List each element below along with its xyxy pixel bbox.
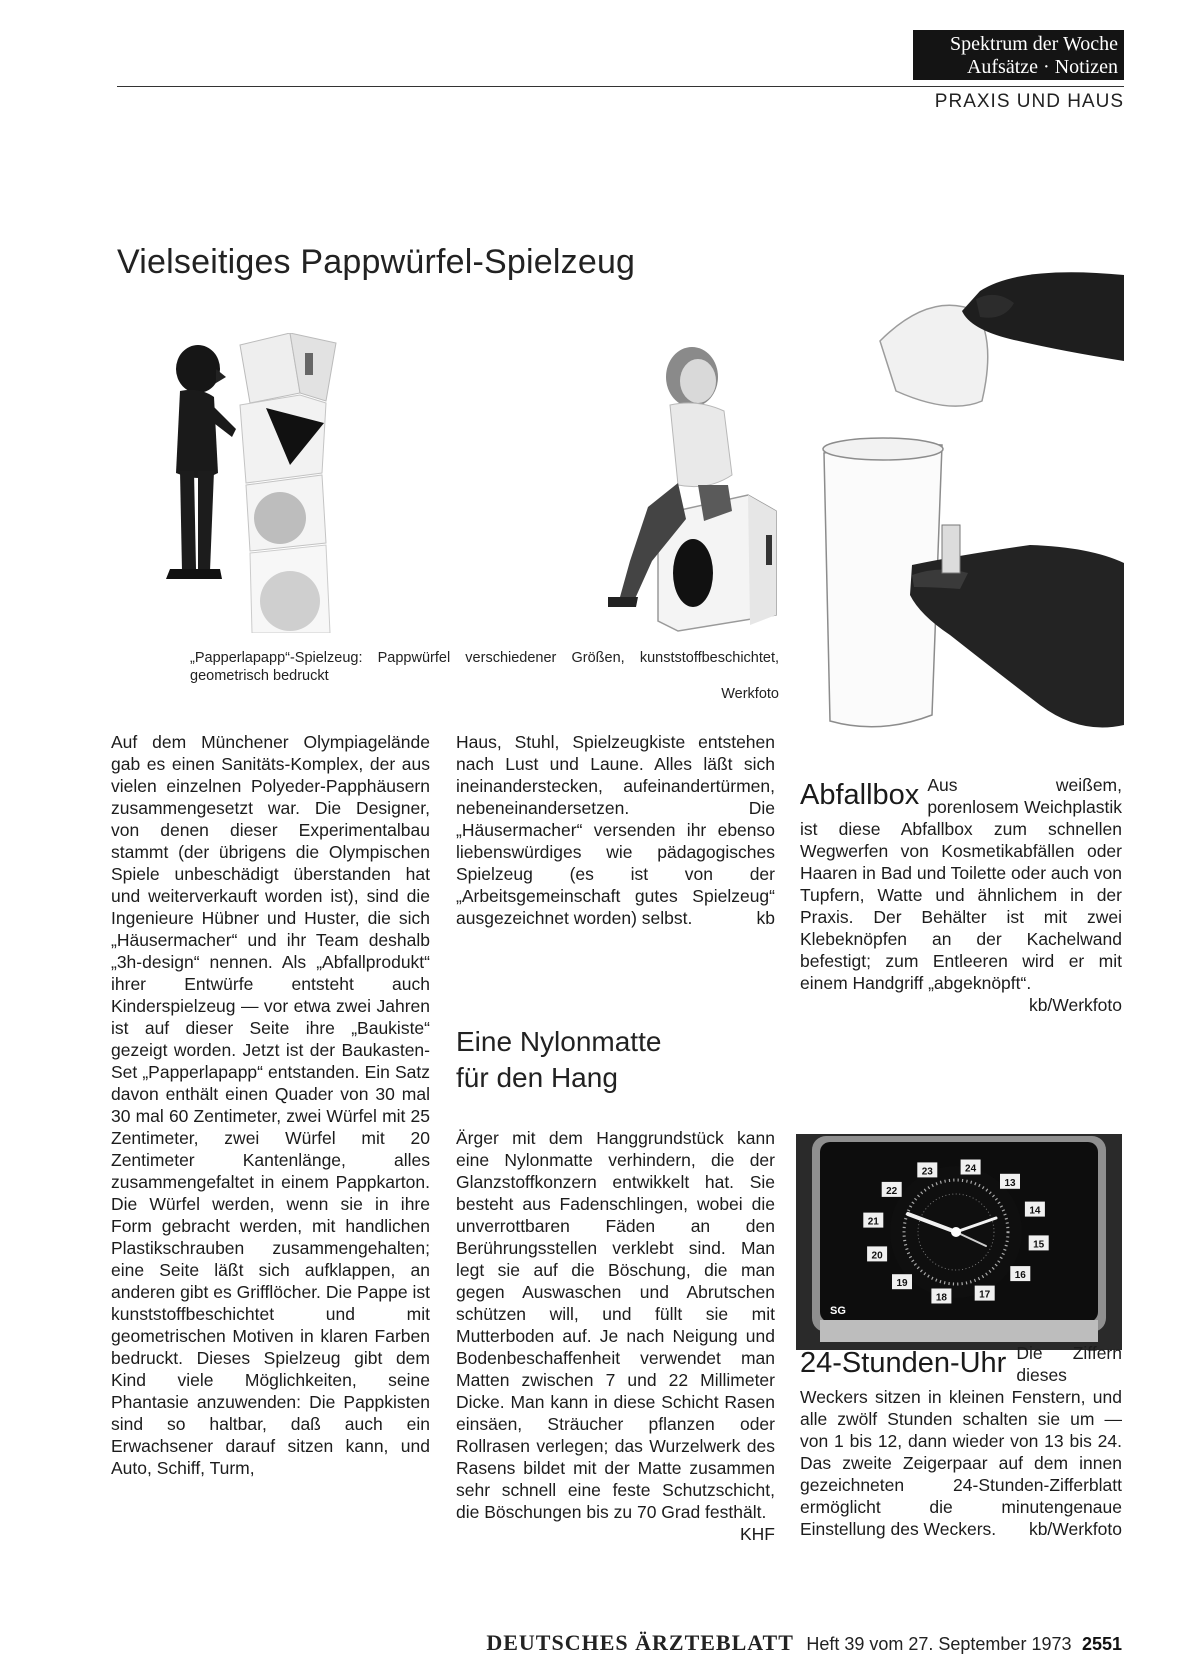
header-rule xyxy=(117,86,1124,87)
article-24-stunden-uhr xyxy=(800,1342,1122,1540)
clock-brand: SG xyxy=(830,1305,846,1317)
article-title-abfallbox: Abfallbox xyxy=(800,779,920,811)
body-text-continued: Haus, Stuhl, Spielzeugkiste entstehen nach Lust und Laune. Alles läßt sich ineinanderstecken, aufeinandertürmen, nebeneinandersetzen. Die „Häusermacher“ versenden ihr ebenso liebenswürdiges wie pädagogisches Spielzeug (es ist von der „Arbeitsgemeinschaft gutes Spielzeug“ ausgezeichnet worden) selbst. xyxy=(456,732,775,928)
issue-info: Heft 39 vom 27. September 1973 xyxy=(806,1634,1072,1654)
body-text: Die Ziffern dieses Weckers sitzen in kleinen Fenstern, und alle zwölf Stunden schalten sie um — von 1 bis 12, dann wieder von 13 bis 24. Das zweite Zeigerpaar auf dem innen gezeichneten 24-Stunden-Zifferblatt ermöglicht die minutengenaue Einstellung des Weckers. xyxy=(800,1343,1122,1539)
body-text: Auf dem Münchener Olympiagelände gab es einen Sanitäts-Komplex, der aus vielen einzelnen Polyeder-Papphäusern zusammengesetzt war. Die Designer, von denen dieser Experimentalbau stammt (der übrigens die Olympischen Spiele unbeschädigt überstanden hat und weiterverkauft worden ist), sind die Ingenieure Hübner und Huster, die sich „Häusermacher“ und ihr Team deshalb „3h-design“ nennen. Als „Abfallprodukt“ ihrer Entwürfe entsteht auch Kinderspielzeug — vor etwa zwei Jahren ist auf dieser Seite ihre „Baukiste“ gezeigt worden. Jetzt ist der Baukasten-Set „Papperlapapp“ entstanden. Ein Satz davon enthält einen Quader von 30 mal 30 mal 60 Zentimeter, zwei Würfel mit 25 Zentimeter, zwei Würfel mit 20 Zentimeter Kantenlänge, alles zusammengefaltet in einem Pappkarton. Die Würfel werden, wenn sie in ihre Form gebracht werden, mit handlichen Plastikschrauben zusammengehalten; eine Seite läßt sich aufklappen, an anderen gibt es Grifflöcher. Die Pappe ist kunststoffbeschichtet und mit geometrischen Motiven in klaren Farben bedruckt. Dieses Spielzeug gibt dem Kind viele Möglichkeiten, seine Phantasie anzuwenden: Die Pappkisten sind so haltbar, daß auch ein Erwachsener darauf sitzen kann, und Auto, Schiff, Turm, xyxy=(111,732,430,1478)
article-title-24-stunden-uhr: 24-Stunden-Uhr xyxy=(800,1347,1007,1379)
article-title-nylonmatte xyxy=(456,1024,661,1096)
clock-number: 17 xyxy=(979,1289,991,1301)
article-signoff: KHF xyxy=(740,1524,775,1544)
clock-number: 20 xyxy=(871,1250,883,1262)
page-number: 2551 xyxy=(1081,1634,1122,1654)
article-pappwuerfel-body xyxy=(111,731,430,1479)
article-nylonmatte-body xyxy=(456,1127,775,1545)
clock-number: 15 xyxy=(1033,1239,1045,1251)
title-line-2: für den Hang xyxy=(456,1062,618,1093)
caption-credit: Werkfoto xyxy=(721,686,779,702)
clock-number: 14 xyxy=(1029,1205,1041,1217)
title-line-1: Eine Nylonmatte xyxy=(456,1026,662,1057)
article-pappwuerfel-body-continued xyxy=(456,731,775,929)
body-text: Ärger mit dem Hanggrundstück kann eine Nylonmatte verhindern, die der Glanzstoffkonzern entwikkelt hat. Sie besteht aus Fadenschlingen, wobei die unverrottbaren Fäden an den Berührungsstellen verklebt sind. Man legt sie auf die Böschung, die man gegen Auswaschen und Abrutschen schützen will, und füllt sie mit Mutterboden auf. Je nach Neigung und Bodenbeschaffenheit verwendet man Matten zwischen 7 und 22 Millimeter Dicke. Man kann in diese Schicht Rasen einsäen, Sträucher pflanzen oder Rollrasen verlegen; das Wurzelwerk des Rasens bildet mit der Matte zusammen sehr schnell eine feste Schutzschicht, die Böschungen bis zu 70 Grad festhält. xyxy=(456,1128,775,1522)
magazine-name: DEUTSCHES ÄRZTEBLATT xyxy=(486,1630,794,1655)
caption-text: „Papperlapapp“-Spielzeug: Pappwürfel verschiedener Größen, kunststoffbeschichtet, geometrisch bedruckt xyxy=(190,650,779,684)
clock-number: 16 xyxy=(1014,1270,1026,1282)
photo-child-sitting-cube xyxy=(608,335,788,633)
article-abfallbox xyxy=(800,774,1122,1016)
clock-number: 18 xyxy=(935,1292,947,1304)
clock-number: 21 xyxy=(867,1216,879,1228)
article-signoff: kb xyxy=(756,908,775,928)
clock-number: 23 xyxy=(921,1166,933,1178)
article-title-pappwuerfel: Vielseitiges Pappwürfel-Spielzeug xyxy=(117,243,636,281)
article-signoff: kb/Werkfoto xyxy=(1028,1519,1122,1539)
badge-line-1: Spektrum der Woche xyxy=(950,33,1118,55)
photo-abfallbox-hands xyxy=(800,265,1124,765)
photo-24-stunden-uhr xyxy=(796,1120,1122,1350)
photo-caption xyxy=(190,649,779,703)
article-signoff: kb/Werkfoto xyxy=(1028,995,1122,1015)
clock-number: 13 xyxy=(1004,1177,1016,1189)
clock-number: 24 xyxy=(965,1163,977,1175)
section-label: PRAXIS UND HAUS xyxy=(934,91,1124,112)
photo-child-cube-tower xyxy=(140,333,380,633)
clock-number: 22 xyxy=(886,1185,898,1197)
section-badge xyxy=(913,30,1124,80)
body-text: Aus weißem, porenlosem Weichplastik ist diese Abfallbox zum schnellen Wegwerfen von Kosmetikabfällen oder Haaren in Bad und Toilette oder auch von Tupfern, Watte und ähnlichem in der Praxis. Der Behälter ist mit zwei Klebeknöpfen an der Kachelwand befestigt; zum Entleeren wird er mit einem Handgriff „abgeknöpft“. xyxy=(800,775,1122,993)
clock-number: 19 xyxy=(896,1278,908,1290)
page-footer xyxy=(440,1630,1122,1656)
badge-line-2: Aufsätze · Notizen xyxy=(966,56,1118,78)
